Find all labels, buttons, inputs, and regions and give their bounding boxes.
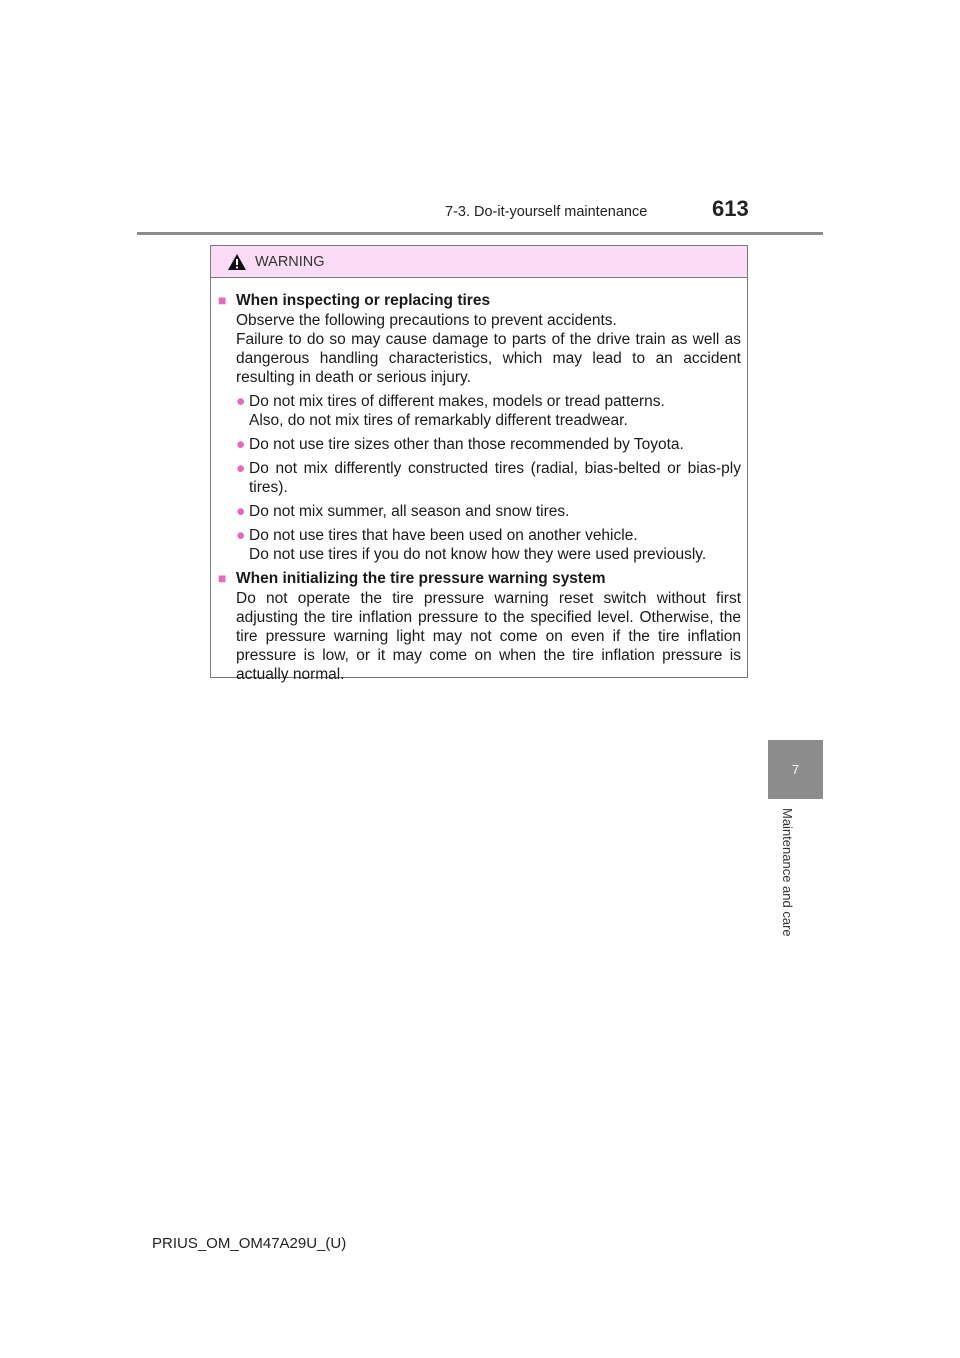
bullet-text xyxy=(249,459,741,497)
warning-body xyxy=(211,278,747,684)
warning-header xyxy=(211,246,747,278)
circle-bullet-icon: ● xyxy=(236,503,246,520)
chapter-label: Maintenance and care xyxy=(780,808,795,937)
warning-box xyxy=(210,245,748,683)
circle-bullet-icon: ● xyxy=(236,527,246,544)
square-bullet-icon: ■ xyxy=(218,292,227,308)
bullet-item xyxy=(218,502,741,521)
document-code: PRIUS_OM_OM47A29U_(U) xyxy=(152,1235,347,1252)
bullet-text xyxy=(249,435,741,454)
chapter-tab xyxy=(768,740,823,799)
section-title-text: When initializing the tire pressure warning system xyxy=(236,570,606,587)
bullet-line: Also, do not mix tires of remarkably different treadwear. xyxy=(249,412,628,429)
bullet-line: Do not use tires that have been used on another vehicle. xyxy=(249,527,638,544)
bullet-line: Do not mix tires of different makes, models or tread patterns. xyxy=(249,393,665,410)
bullet-line: Do not mix differently constructed tires (radial, bias-belted or bias-ply tires). xyxy=(249,460,741,496)
section-title xyxy=(218,291,741,310)
section-paragraph xyxy=(218,589,741,684)
header-section-title: 7-3. Do-it-yourself maintenance xyxy=(445,204,648,220)
circle-bullet-icon: ● xyxy=(236,460,246,477)
warning-triangle-icon xyxy=(227,253,247,271)
bullet-item xyxy=(218,435,741,454)
paragraph-line: Observe the following precautions to prevent accidents. xyxy=(236,312,617,329)
page-number: 613 xyxy=(712,196,749,221)
bullet-text xyxy=(249,502,741,521)
bullet-line: Do not use tire sizes other than those recommended by Toyota. xyxy=(249,436,684,453)
bullet-item xyxy=(218,459,741,497)
bullet-item xyxy=(218,392,741,430)
section-title-text: When inspecting or replacing tires xyxy=(236,292,491,309)
section-paragraph xyxy=(218,311,741,387)
circle-bullet-icon: ● xyxy=(236,436,246,453)
warning-label: WARNING xyxy=(255,253,325,270)
bullet-item xyxy=(218,526,741,564)
bullet-text xyxy=(249,526,741,564)
bullet-line: Do not use tires if you do not know how they were used previously. xyxy=(249,546,707,563)
chapter-number: 7 xyxy=(791,762,800,777)
section-title xyxy=(218,569,741,588)
square-bullet-icon: ■ xyxy=(218,570,227,586)
header-rule xyxy=(137,232,823,235)
bullet-text xyxy=(249,392,741,430)
circle-bullet-icon: ● xyxy=(236,393,246,410)
paragraph-line: Failure to do so may cause damage to parts of the drive train as well as dangerous handling characteristics, which may lead to an accident resulting in death or serious injury. xyxy=(236,331,741,386)
bullet-line: Do not mix summer, all season and snow tires. xyxy=(249,503,570,520)
paragraph-line: Do not operate the tire pressure warning reset switch without first adjusting the tire inflation pressure to the specified level. Otherwise, the tire pressure warning light may not come on even if the tire inflation pressure is low, or it may come on when the tire inflation pressure is actually normal. xyxy=(236,590,741,683)
